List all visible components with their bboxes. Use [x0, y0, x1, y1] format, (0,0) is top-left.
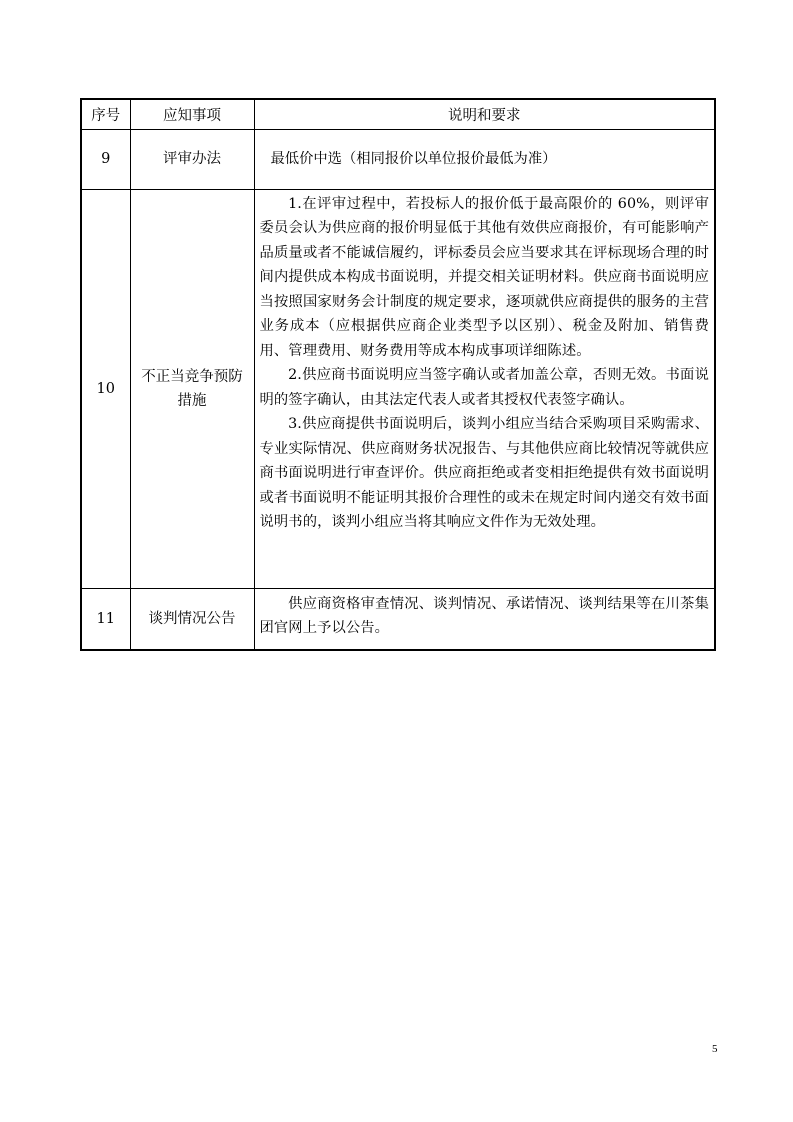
row-description	[254, 129, 715, 189]
row-serial-number: 10	[81, 189, 130, 588]
description-paragraph: 1.在评审过程中，若投标人的报价低于最高限价的 60%，则评审委员会认为供应商的报价明显低于其他有效供应商报价，有可能影响产品质量或者不能诚信履约，评标委员会应当要求其在评标现场合理的时间内提供成本构成书面说明，并提交相关证明材料。供应商书面说明应当按照国家财务会计制度的规定要求，逐项就供应商提供的服务的主营业务成本（应根据供应商企业类型予以区别）、税金及附加、销售费用、管理费用、财务费用等成本构成事项详细陈述。	[259, 195, 709, 359]
description-paragraph: 2.供应商书面说明应当签字确认或者加盖公章，否则无效。书面说明的签字确认，由其法定代表人或者其授权代表签字确认。	[259, 367, 709, 408]
table-row	[81, 588, 715, 650]
table-header-row	[81, 99, 715, 129]
table-row	[81, 129, 715, 189]
row-description	[254, 588, 715, 650]
row-item: 谈判情况公告	[130, 588, 254, 650]
row-serial-number: 11	[81, 588, 130, 650]
description-paragraph: 3.供应商提供书面说明后，谈判小组应当结合采购项目采购需求、专业实际情况、供应商财务状况报告、与其他供应商比较情况等就供应商书面说明进行审查评价。供应商拒绝或者变相拒绝提供有效书面说明或者书面说明不能证明其报价合理性的或未在规定时间内递交有效书面说明书的，谈判小组应当将其响应文件作为无效处理。	[259, 416, 709, 530]
table-row	[81, 189, 715, 588]
header-description: 说明和要求	[254, 99, 715, 129]
row-description	[254, 189, 715, 588]
row-item: 不正当竞争预防措施	[130, 189, 254, 588]
page-number: 5	[712, 1043, 718, 1055]
header-item: 应知事项	[130, 99, 254, 129]
requirements-table	[80, 98, 716, 651]
row-item: 评审办法	[130, 129, 254, 189]
header-serial-number: 序号	[81, 99, 130, 129]
description-paragraph: 供应商资格审查情况、谈判情况、承诺情况、谈判结果等在川茶集团官网上予以公告。	[259, 595, 709, 636]
description-paragraph: 最低价中选（相同报价以单位报价最低为准）	[270, 150, 557, 167]
row-serial-number: 9	[81, 129, 130, 189]
